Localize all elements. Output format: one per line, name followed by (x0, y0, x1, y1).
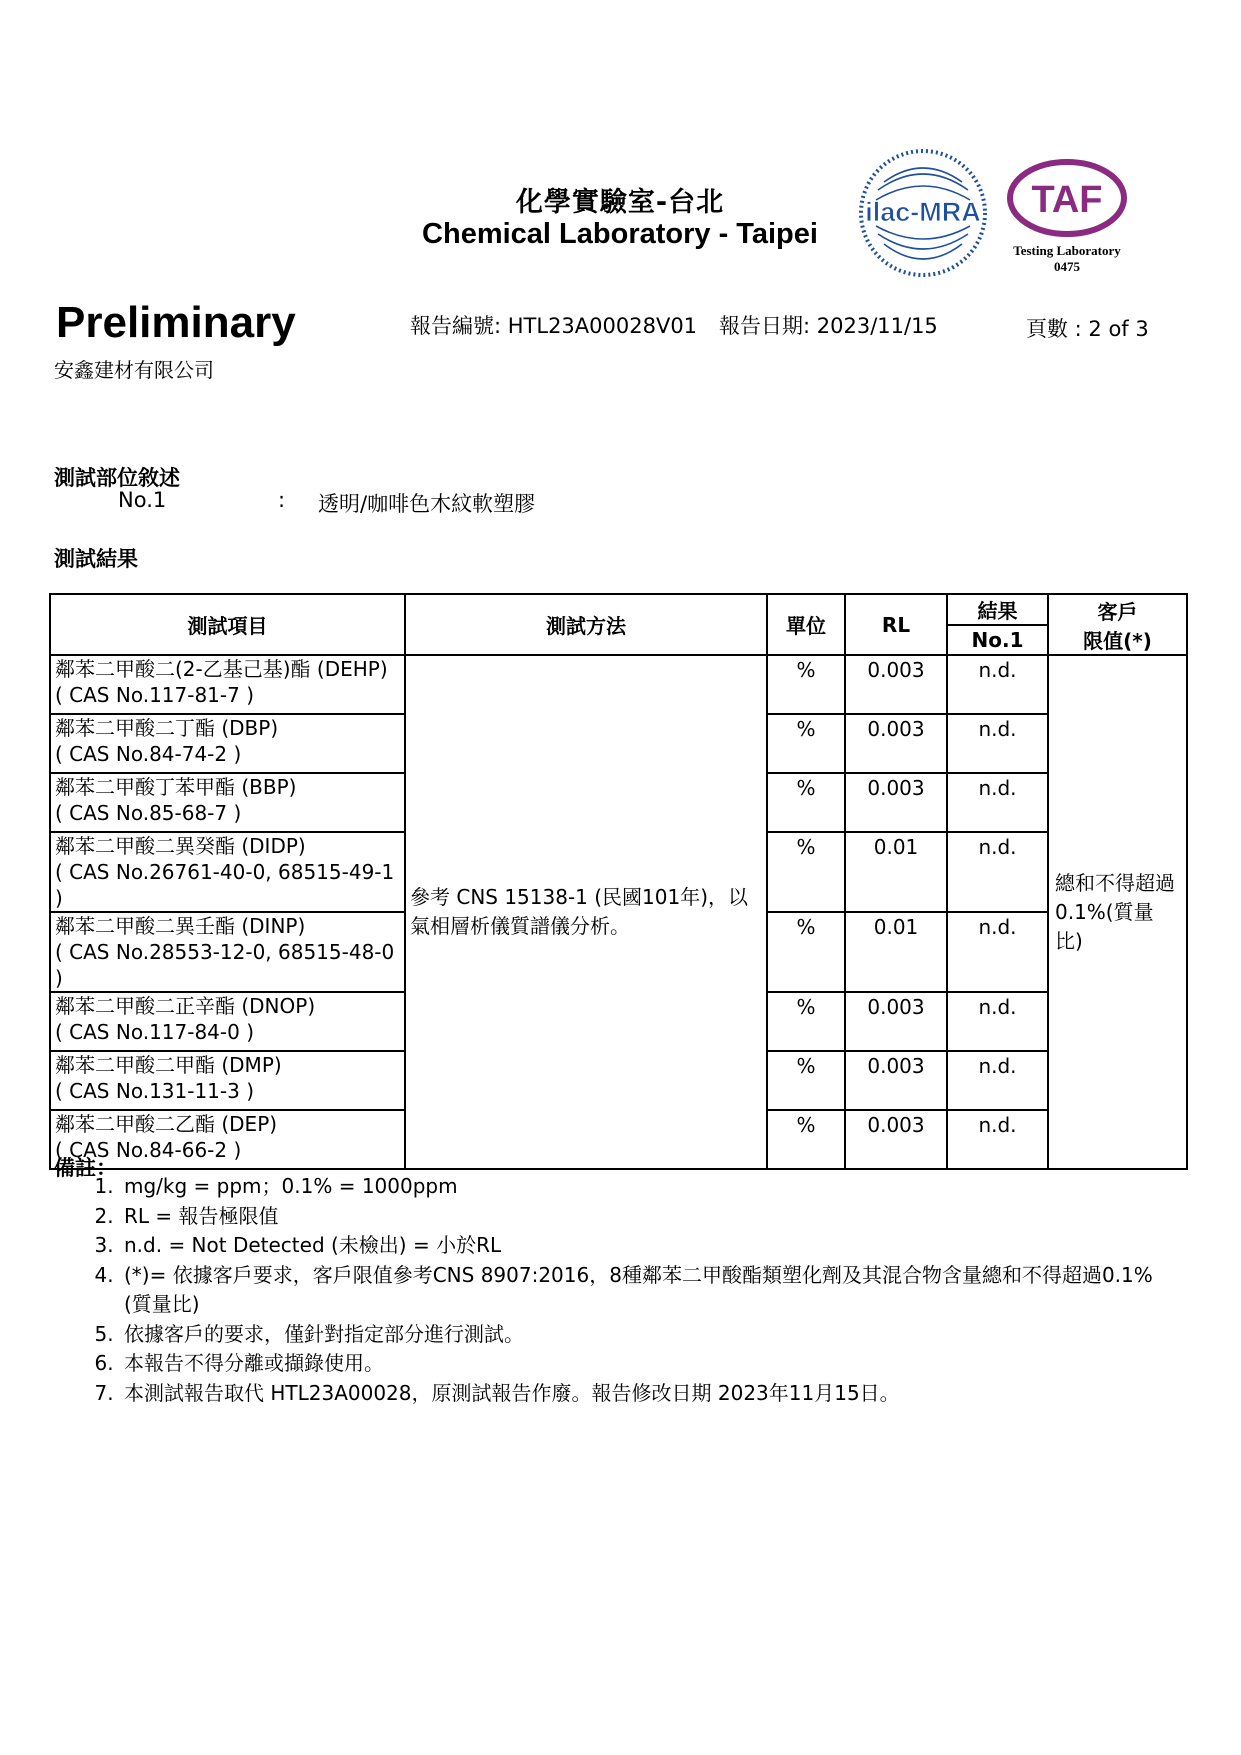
unit-cell: % (767, 655, 845, 714)
substance-name: 鄰苯二甲酸二異壬酯 (DINP) (55, 914, 306, 938)
table-row (50, 655, 1187, 714)
cas-number: ( CAS No.117-81-7 ) (55, 683, 255, 707)
result-cell: n.d. (947, 992, 1048, 1051)
rl-cell: 0.003 (845, 773, 947, 832)
test-item (50, 992, 405, 1051)
rl-cell: 0.01 (845, 832, 947, 912)
taf-caption-line2: 0475 (1054, 259, 1080, 274)
test-item (50, 714, 405, 773)
company-name: 安鑫建材有限公司 (54, 358, 214, 382)
unit-cell: % (767, 1051, 845, 1110)
results-section-title: 測試結果 (54, 547, 138, 571)
note-item: 6. 本報告不得分離或擷錄使用。 (120, 1349, 1180, 1379)
result-cell: n.d. (947, 655, 1048, 714)
cas-number: ( CAS No.84-74-2 ) (55, 742, 242, 766)
result-cell: n.d. (947, 1110, 1048, 1169)
rl-cell: 0.003 (845, 1051, 947, 1110)
substance-name: 鄰苯二甲酸二正辛酯 (DNOP) (55, 994, 316, 1018)
unit-cell: % (767, 714, 845, 773)
client-limit: 總和不得超過0.1%(質量比) (1048, 655, 1187, 1169)
report-status: Preliminary (56, 298, 296, 347)
lab-name-en: Chemical Laboratory - Taipei (422, 218, 818, 250)
unit-cell: % (767, 912, 845, 992)
result-cell: n.d. (947, 773, 1048, 832)
notes-title: 備註： (54, 1156, 117, 1180)
sample-id: No.1 (118, 488, 167, 512)
header-unit: 單位 (767, 594, 845, 655)
rl-cell: 0.003 (845, 1110, 947, 1169)
unit-cell: % (767, 832, 845, 912)
taf-logo (1004, 158, 1130, 278)
substance-name: 鄰苯二甲酸二異癸酯 (DIDP) (55, 834, 306, 858)
result-cell: n.d. (947, 832, 1048, 912)
unit-cell: % (767, 1110, 845, 1169)
result-cell: n.d. (947, 714, 1048, 773)
sample-section-title: 測試部位敘述 (54, 466, 180, 490)
header-limit-line1: 客戶 (1097, 599, 1138, 624)
header-result: 結果 (947, 594, 1048, 625)
report-date: 報告日期: 2023/11/15 (719, 314, 938, 338)
rl-cell: 0.003 (845, 992, 947, 1051)
results-table (49, 593, 1188, 1170)
test-item (50, 1051, 405, 1110)
substance-name: 鄰苯二甲酸二乙酯 (DEP) (55, 1112, 278, 1136)
unit-cell: % (767, 992, 845, 1051)
note-item: 5. 依據客戶的要求，僅針對指定部分進行測試。 (120, 1320, 1180, 1350)
rl-cell: 0.003 (845, 655, 947, 714)
note-item: 2. RL = 報告極限值 (120, 1202, 1180, 1232)
substance-name: 鄰苯二甲酸二甲酯 (DMP) (55, 1053, 282, 1077)
sample-colon: : (278, 488, 286, 512)
header-method: 測試方法 (405, 594, 767, 655)
note-item: 1. mg/kg = ppm；0.1% = 1000ppm (120, 1172, 1180, 1202)
rl-cell: 0.003 (845, 714, 947, 773)
taf-logo-text: TAF (1031, 179, 1103, 221)
note-item: 4. (*)= 依據客戶要求，客戶限值參考CNS 8907:2016，8種鄰苯二甲酸酯類塑化劑及其混合物含量總和不得超過0.1%(質量比) (120, 1261, 1180, 1320)
cas-number: ( CAS No.26761-40-0, 68515-49-1 ) (55, 860, 395, 910)
cas-number: ( CAS No.117-84-0 ) (55, 1020, 255, 1044)
result-cell: n.d. (947, 912, 1048, 992)
cas-number: ( CAS No.85-68-7 ) (55, 801, 242, 825)
cas-number: ( CAS No.84-66-2 ) (55, 1138, 242, 1162)
ilac-logo-text: ilac-MRA (865, 197, 981, 227)
test-item (50, 655, 405, 714)
test-item (50, 773, 405, 832)
header-rl: RL (845, 594, 947, 655)
note-item: 3. n.d. = Not Detected (未檢出) = 小於RL (120, 1231, 1180, 1261)
report-number: 報告編號: HTL23A00028V01 (410, 314, 698, 338)
lab-name-zh: 化學實驗室-台北 (515, 187, 725, 218)
substance-name: 鄰苯二甲酸二丁酯 (DBP) (55, 716, 279, 740)
cas-number: ( CAS No.28553-12-0, 68515-48-0 ) (55, 940, 395, 990)
ilac-mra-logo (858, 148, 988, 278)
substance-name: 鄰苯二甲酸二(2-乙基己基)酯 (DEHP) (55, 657, 388, 681)
rl-cell: 0.01 (845, 912, 947, 992)
notes-list (94, 1172, 1180, 1408)
test-item (50, 912, 405, 992)
header-limit (1048, 594, 1187, 655)
taf-caption-line1: Testing Laboratory (1013, 243, 1121, 258)
test-item (50, 832, 405, 912)
header-limit-line2: 限值(*) (1083, 628, 1152, 653)
test-method: 參考 CNS 15138-1 (民國101年)，以氣相層析儀質譜儀分析。 (405, 655, 767, 1169)
substance-name: 鄰苯二甲酸丁苯甲酯 (BBP) (55, 775, 297, 799)
result-cell: n.d. (947, 1051, 1048, 1110)
cas-number: ( CAS No.131-11-3 ) (55, 1079, 255, 1103)
header-item: 測試項目 (50, 594, 405, 655)
page-count: 頁數 : 2 of 3 (1026, 317, 1149, 341)
note-item: 7. 本測試報告取代 HTL23A00028，原測試報告作廢。報告修改日期 2023年11月15日。 (120, 1379, 1180, 1409)
unit-cell: % (767, 773, 845, 832)
sample-description: 透明/咖啡色木紋軟塑膠 (318, 492, 536, 516)
header-result-sample: No.1 (947, 625, 1048, 655)
